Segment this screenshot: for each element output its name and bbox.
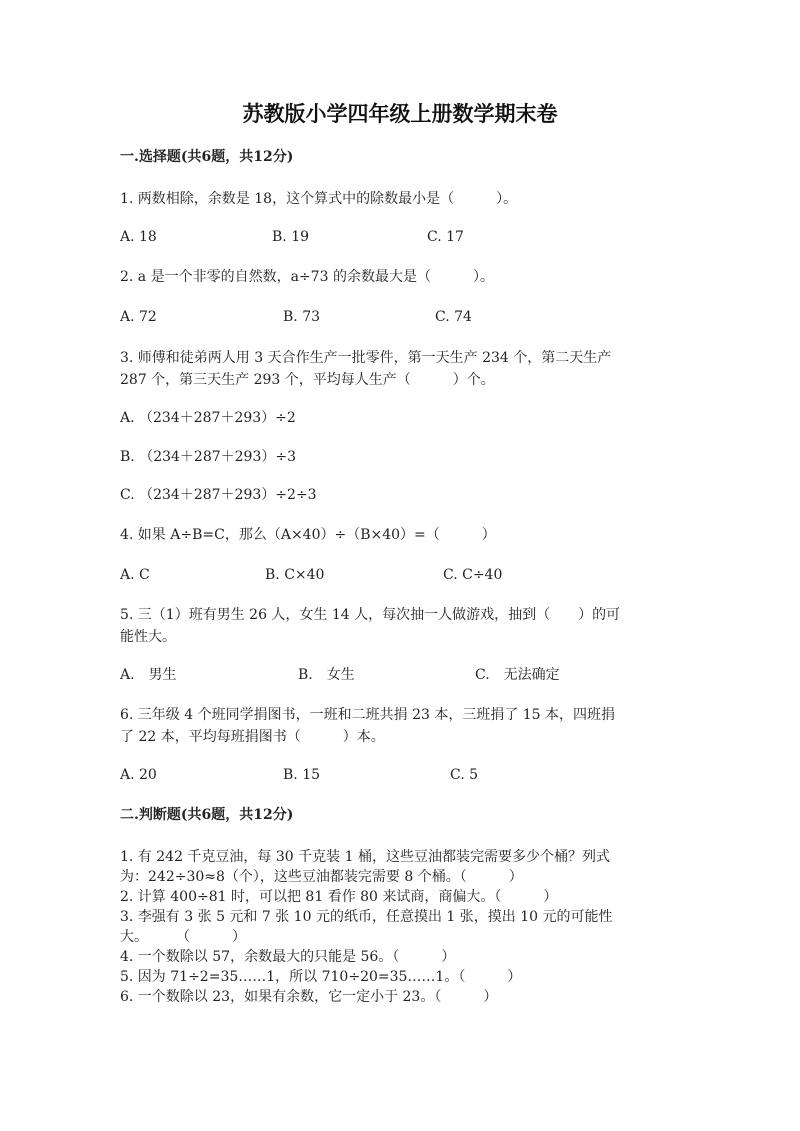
option-a: A. 男生 <box>120 667 177 683</box>
question-6-line-2: 了 22 本，平均每班捐图书（ ）本。 <box>120 729 385 745</box>
judgment-line: 4. 一个数除以 57，余数最大的只能是 56。（ ） <box>120 949 456 965</box>
judgment-line: 1. 有 242 千克豆油，每 30 千克装 1 桶，这些豆油都装完需要多少个桶？列式 <box>120 849 610 865</box>
judgment-line: 6. 一个数除以 23，如果有余数，它一定小于 23。（ ） <box>120 989 498 1005</box>
option-c: C. 无法确定 <box>475 667 560 683</box>
option-a: A. C <box>120 567 150 583</box>
page-title: 苏教版小学四年级上册数学期末卷 <box>242 101 558 126</box>
question-1: 1. 两数相除，余数是 18，这个算式中的除数最小是（ ）。 <box>120 191 518 207</box>
option-b: B. C×40 <box>265 567 325 583</box>
question-3-line-1: 3. 师傅和徒弟两人用 3 天合作生产一批零件，第一天生产 234 个，第二天生产 <box>120 350 612 366</box>
question-2: 2. a 是一个非零的自然数，a÷73 的余数最大是（ ）。 <box>120 269 494 285</box>
question-4: 4. 如果 A÷B=C，那么（A×40）÷（B×40）=（ ） <box>120 527 496 543</box>
judgment-line: 大。 （ ） <box>120 929 246 945</box>
judgment-line: 3. 李强有 3 张 5 元和 7 张 10 元的纸币，任意摸出 1 张，摸出 10 元的可能性 <box>120 909 613 925</box>
option-a: A. 20 <box>120 767 157 783</box>
option-c: C. 5 <box>450 767 479 783</box>
option-c: C. 74 <box>435 309 472 325</box>
judgment-line: 2. 计算 400÷81 时，可以把 81 看作 80 来试商，商偏大。（ ） <box>120 889 558 905</box>
judgment-line: 为：242÷30≈8（个），这些豆油都装完需要 8 个桶。（ ） <box>120 869 523 885</box>
option-c: C. C÷40 <box>443 567 503 583</box>
option-b: B. 73 <box>283 309 321 325</box>
option-c: C. 17 <box>427 229 464 245</box>
section-heading-judgment: 二.判断题(共6题，共12分) <box>120 807 294 823</box>
judgment-line: 5. 因为 71÷2=35……1，所以 710÷20=35……1。（ ） <box>120 969 522 985</box>
question-3-line-2: 287 个，第三天生产 293 个，平均每人生产（ ）个。 <box>120 372 495 388</box>
option-b: B. （234＋287＋293）÷3 <box>120 449 296 465</box>
option-c: C. （234＋287＋293）÷2÷3 <box>120 487 317 503</box>
option-b: B. 19 <box>272 229 310 245</box>
option-a: A. 72 <box>120 309 157 325</box>
option-a: A. 18 <box>120 229 157 245</box>
option-b: B. 女生 <box>298 667 355 683</box>
question-6-line-1: 6. 三年级 4 个班同学捐图书，一班和二班共捐 23 本，三班捐了 15 本，四班捐 <box>120 707 616 723</box>
option-b: B. 15 <box>283 767 321 783</box>
question-5-line-2: 能性大。 <box>120 629 176 645</box>
option-a: A. （234＋287＋293）÷2 <box>120 410 296 426</box>
question-5-line-1: 5. 三（1）班有男生 26 人，女生 14 人，每次抽一人做游戏，抽到（ ）的可 <box>120 607 621 623</box>
section-heading-choice: 一.选择题(共6题，共12分) <box>120 149 294 165</box>
